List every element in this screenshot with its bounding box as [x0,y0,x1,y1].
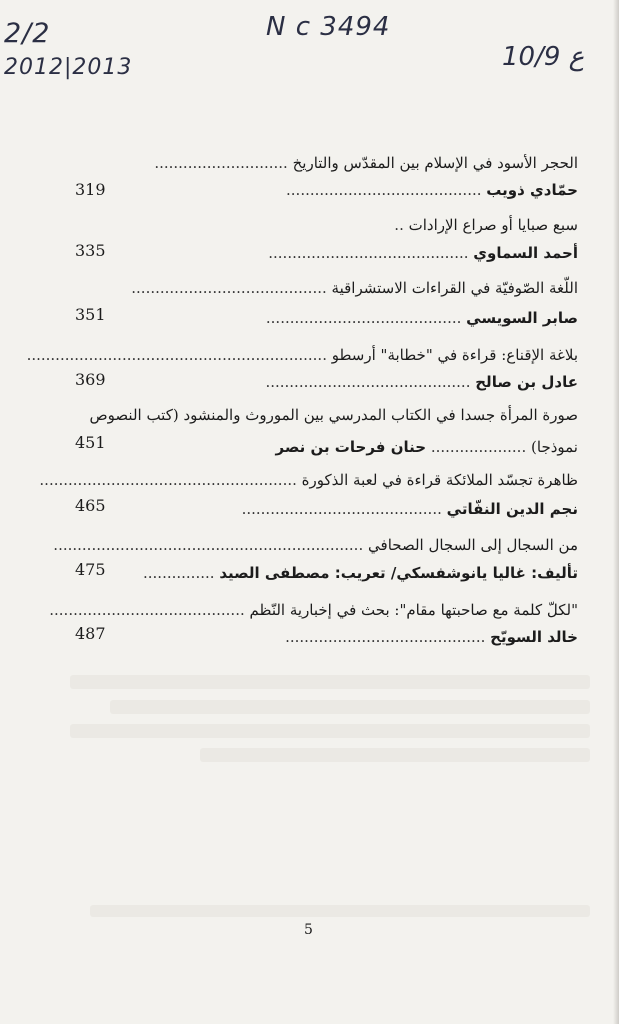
handwritten-note-top-left: 2/2 [4,18,51,49]
toc-author: حمّادي ذويب [486,181,578,199]
handwritten-number-top-center: N c 3494 [266,12,391,42]
handwritten-date-top-left: 2012|2013 [4,55,133,80]
footer-page-number: 5 [304,922,313,938]
show-through-shadow [110,700,590,714]
toc-author: تأليف: غاليا يانوشفسكي/ تعريب: مصطفى الصيد [219,564,578,582]
show-through-shadow [200,748,590,762]
toc-author: عادل بن صالح [475,373,578,391]
toc-page-number: 351 [75,305,106,324]
toc-author: نجم الدين النفّاتي [446,500,578,518]
show-through-shadow [90,905,590,917]
handwritten-note-top-right: 10/9 ع [502,42,585,72]
toc-entry-author-row: عادل بن صالح ........................................... [265,373,578,391]
toc-page-number: 335 [75,241,106,260]
toc-page-number: 487 [75,624,106,643]
toc-entry-title: بلاغة الإقناع: قراءة في "خطابة" أرسطو ............................................................... [26,346,578,364]
toc-entry-title: ظاهرة تجسّد الملائكة قراءة في لعبة الذكورة ...................................................... [39,471,578,489]
toc-entry-title: صورة المرأة جسدا في الكتاب المدرسي بين الموروث والمنشود (كتب النصوص [89,406,578,424]
toc-entry-title: "لكلّ كلمة مع صاحبتها مقام": بحث في إخبارية النّظم ......................................... [49,601,578,619]
show-through-shadow [70,675,590,689]
toc-page-number: 319 [75,180,106,199]
toc-entry-author-row: نجم الدين النفّاتي .......................................... [241,500,578,518]
toc-author: أحمد السماوي [473,244,578,262]
toc-entry-title: سبع صبايا أو صراع الإرادات .. [394,216,578,234]
toc-entry-author-row: خالد السويّح .......................................... [285,628,578,646]
toc-entry-author-row: حمّادي ذويب ......................................... [286,181,578,199]
toc-entry-author-row: صابر السويسي ......................................... [265,309,578,327]
toc-entry-title: اللّغة الصّوفيّة في القراءات الاستشراقية ......................................... [131,279,578,297]
toc-author: خالد السويّح [490,628,578,646]
toc-entry-author-row: نموذجا) .................... حنان فرحات بن نصر [275,438,578,456]
toc-page-number: 475 [75,560,106,579]
toc-entry-title: الحجر الأسود في الإسلام بين المقدّس والتاريخ ............................ [154,154,578,172]
toc-author: صابر السويسي [466,309,578,327]
toc-entry-author-row: تأليف: غاليا يانوشفسكي/ تعريب: مصطفى الصيد ............... [143,564,578,582]
toc-entry-title: من السجال إلى السجال الصحافي ................................................................. [53,536,578,554]
page-edge [613,0,619,1024]
show-through-shadow [70,724,590,738]
toc-author: حنان فرحات بن نصر [275,438,427,456]
toc-entry-author-row: أحمد السماوي .......................................... [268,244,578,262]
toc-page-number: 451 [75,433,106,452]
toc-page-number: 465 [75,496,106,515]
toc-page-number: 369 [75,370,106,389]
